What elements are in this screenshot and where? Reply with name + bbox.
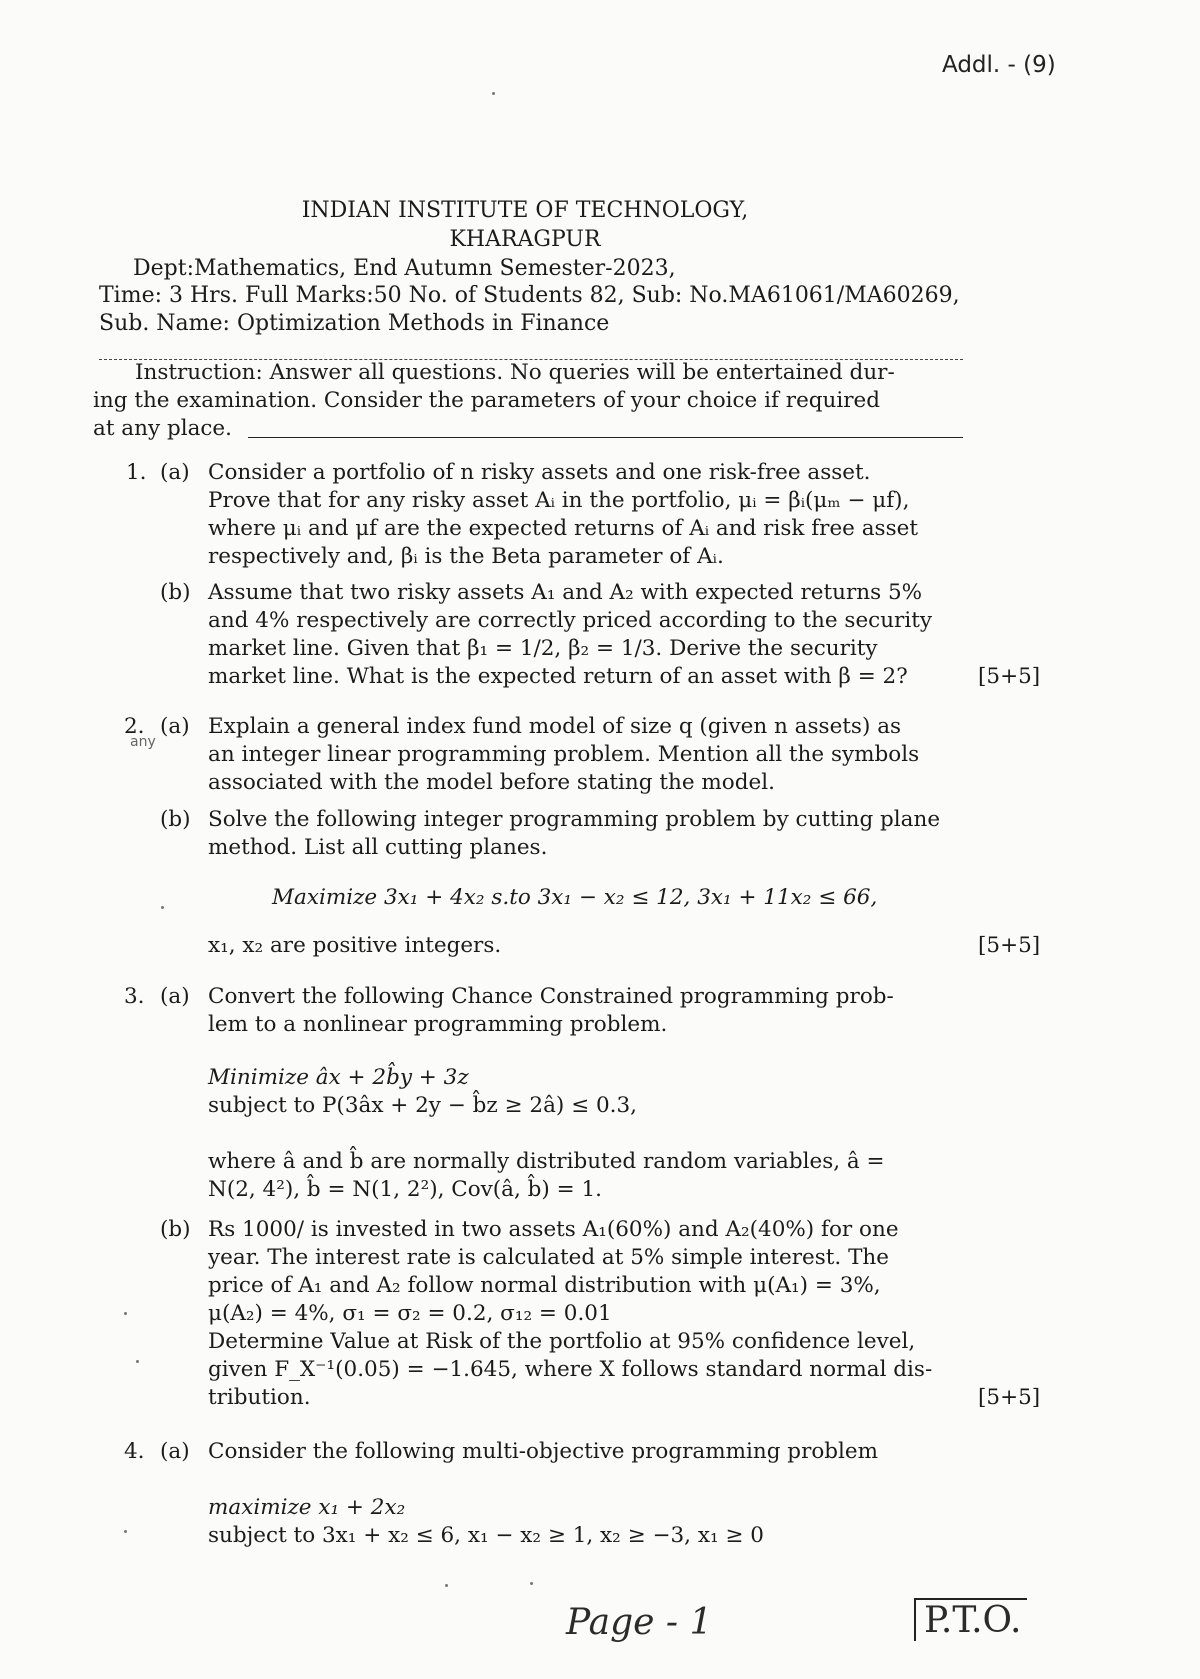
subject-name-line: Sub. Name: Optimization Methods in Finance	[99, 311, 610, 336]
text-line: where μᵢ and μf are the expected returns of Aᵢ and risk free asset	[208, 516, 918, 541]
handwritten-pto: P.T.O.	[914, 1598, 1027, 1641]
text-line: and 4% respectively are correctly priced according to the security	[208, 608, 932, 633]
text-line: Rs 1000/ is invested in two assets A₁(60%) and A₂(40%) for one	[208, 1217, 899, 1242]
scan-speck	[530, 1582, 533, 1585]
question-1-marks: [5+5]	[978, 664, 1041, 689]
question-3a-text	[208, 983, 968, 1039]
text-line: μ(A₂) = 4%, σ₁ = σ₂ = 0.2, σ₁₂ = 0.01	[208, 1301, 612, 1326]
text-line: Convert the following Chance Constrained programming prob-	[208, 984, 894, 1009]
institute-name-line2: KHARAGPUR	[449, 227, 601, 252]
question-2b-equation: Maximize 3x₁ + 4x₂ s.to 3x₁ − x₂ ≤ 12, 3x₁ + 11x₂ ≤ 66,	[272, 885, 878, 910]
text-line: N(2, 4²), b̂ = N(1, 2²), Cov(â, b̂) = 1.	[208, 1177, 603, 1202]
scan-speck	[124, 1530, 127, 1533]
question-3a-distribution	[208, 1148, 968, 1204]
question-3-marks: [5+5]	[978, 1385, 1041, 1410]
question-4-number: 4.	[124, 1439, 145, 1464]
equation-line: subject to 3x₁ + x₂ ≤ 6, x₁ − x₂ ≥ 1, x₂ ≥ −3, x₁ ≥ 0	[208, 1523, 764, 1548]
text-line: Assume that two risky assets A₁ and A₂ with expected returns 5%	[208, 580, 923, 605]
text-line: method. List all cutting planes.	[208, 835, 548, 860]
text-line: price of A₁ and A₂ follow normal distribution with μ(A₁) = 3%,	[208, 1273, 881, 1298]
text-line: Explain a general index fund model of size q (given n assets) as	[208, 714, 902, 739]
question-1a-text	[208, 459, 968, 571]
text-line: tribution.	[208, 1385, 311, 1410]
question-2-marks: [5+5]	[978, 933, 1041, 958]
question-2b-label: (b)	[160, 807, 191, 832]
equation-line: subject to P(3âx + 2y − b̂z ≥ 2â) ≤ 0.3,	[208, 1093, 638, 1118]
scan-speck	[445, 1584, 448, 1587]
question-3-number: 3.	[124, 984, 145, 1009]
question-1a-label: (a)	[160, 460, 190, 485]
additional-sheet-label: Addl. - (9)	[942, 52, 1056, 78]
institute-name-line1: INDIAN INSTITUTE OF TECHNOLOGY,	[301, 198, 749, 223]
scan-speck	[124, 1312, 127, 1315]
question-2a-label: (a)	[160, 714, 190, 739]
question-3b-text	[208, 1216, 968, 1412]
text-line: Consider a portfolio of n risky assets and one risk-free asset.	[208, 460, 871, 485]
text-line: given F_X⁻¹(0.05) = −1.645, where X follows standard normal dis-	[208, 1357, 933, 1382]
instruction-bottom-rule	[248, 437, 963, 438]
scan-speck	[161, 906, 164, 909]
dept-line: Dept:Mathematics, End Autumn Semester-2023,	[133, 256, 676, 281]
equation-line: Minimize âx + 2b̂y + 3z	[208, 1065, 469, 1090]
question-1b-label: (b)	[160, 580, 191, 605]
text-line: market line. Given that β₁ = 1/2, β₂ = 1/3. Derive the security	[208, 636, 878, 661]
text-line: Prove that for any risky asset Aᵢ in the portfolio, μᵢ = βᵢ(μₘ − μf),	[208, 488, 910, 513]
text-line: respectively and, βᵢ is the Beta parameter of Aᵢ.	[208, 544, 724, 569]
question-3a-label: (a)	[160, 984, 190, 1009]
scan-speck	[136, 1360, 139, 1363]
text-line: an integer linear programming problem. Mention all the symbols	[208, 742, 920, 767]
instruction-line1: Instruction: Answer all questions. No queries will be entertained dur-	[135, 360, 895, 385]
question-3b-label: (b)	[160, 1217, 191, 1242]
scan-speck	[492, 92, 495, 95]
margin-note-any: any	[130, 734, 156, 750]
question-2a-text	[208, 713, 968, 797]
instruction-line2: ing the examination. Consider the parameters of your choice if required	[93, 388, 881, 413]
question-1-number: 1.	[126, 460, 147, 485]
text-line: Determine Value at Risk of the portfolio at 95% confidence level,	[208, 1329, 916, 1354]
question-4a-label: (a)	[160, 1439, 190, 1464]
text-line: associated with the model before stating the model.	[208, 770, 775, 795]
text-line: market line. What is the expected return of an asset with β = 2?	[208, 664, 908, 689]
text-line: Consider the following multi-objective programming problem	[208, 1439, 879, 1464]
equation-line: maximize x₁ + 2x₂	[208, 1495, 406, 1520]
text-line: year. The interest rate is calculated at 5% simple interest. The	[208, 1245, 889, 1270]
question-4a-formulation	[208, 1494, 764, 1550]
question-2-number: 2.	[124, 714, 145, 739]
text-line: Solve the following integer programming problem by cutting plane	[208, 807, 941, 832]
handwritten-page-number: Page - 1	[566, 1602, 713, 1643]
question-2b-integrality: x₁, x₂ are positive integers.	[208, 933, 502, 958]
instruction-line3: at any place.	[93, 416, 232, 441]
question-1b-text	[208, 579, 968, 691]
question-2b-text	[208, 806, 968, 862]
text-line: where â and b̂ are normally distributed random variables, â =	[208, 1149, 885, 1174]
question-4a-text	[208, 1438, 968, 1466]
question-3a-formulation	[208, 1064, 637, 1120]
text-line: lem to a nonlinear programming problem.	[208, 1012, 668, 1037]
time-marks-line: Time: 3 Hrs. Full Marks:50 No. of Students 82, Sub: No.MA61061/MA60269,	[99, 283, 960, 308]
